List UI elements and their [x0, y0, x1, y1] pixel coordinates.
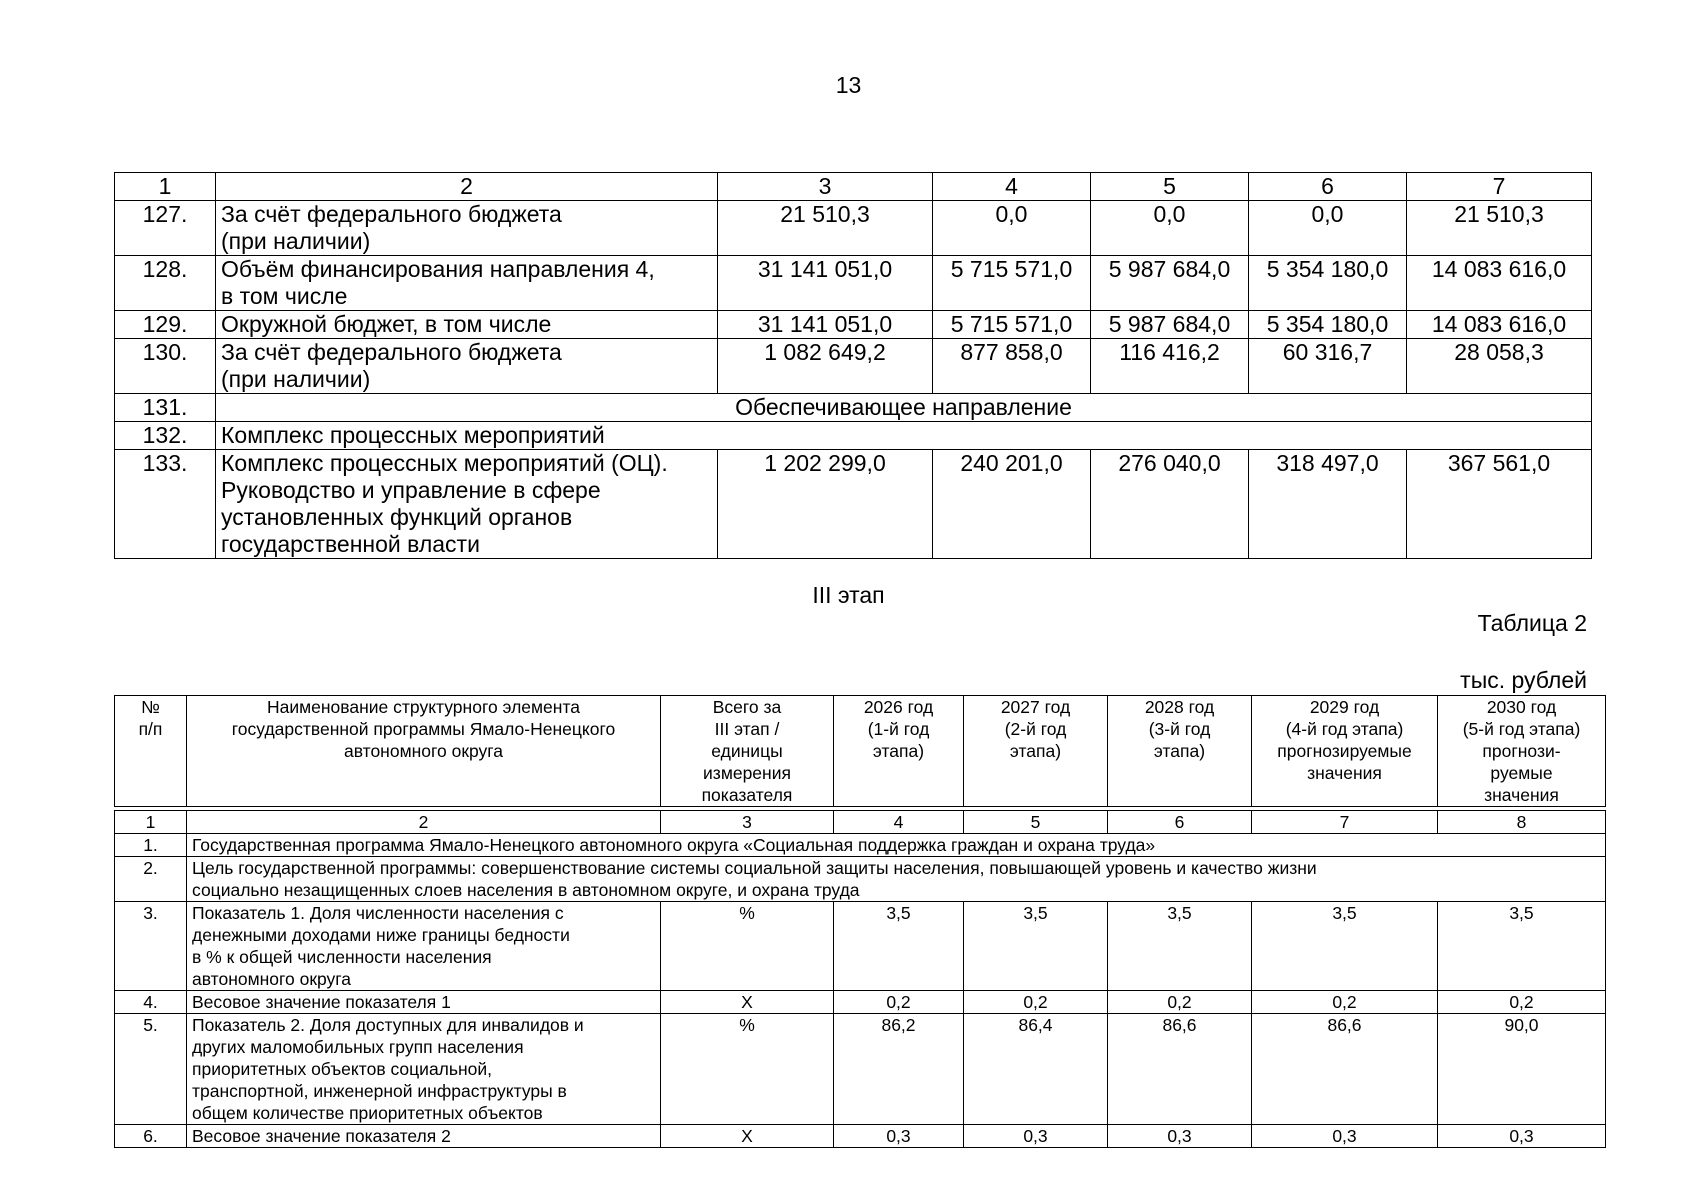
row-number: 1.: [115, 834, 187, 857]
table-row: [115, 857, 1606, 902]
value-cell: 86,6: [1108, 1014, 1252, 1125]
table-row: [115, 1125, 1606, 1148]
row-name: За счёт федерального бюджета (при наличии): [216, 201, 718, 256]
value-cell: 0,3: [964, 1125, 1108, 1148]
row-number: 132.: [115, 422, 216, 450]
row-number: 128.: [115, 256, 216, 311]
value-cell: 86,2: [834, 1014, 964, 1125]
value-cell: 0,2: [964, 991, 1108, 1014]
value-cell: 3,5: [834, 902, 964, 991]
value-cell: 3,5: [1252, 902, 1438, 991]
table-row: [115, 422, 1592, 450]
amount-cell: 60 316,7: [1249, 339, 1407, 394]
column-header: 2026 год (1-й год этапа): [834, 696, 964, 807]
row-name: Комплекс процессных мероприятий: [216, 422, 1592, 450]
table-row: [115, 834, 1606, 857]
amount-cell: 5 987 684,0: [1091, 311, 1249, 339]
amount-cell: 14 083 616,0: [1407, 256, 1592, 311]
value-cell: 0,3: [1438, 1125, 1606, 1148]
row-number: 131.: [115, 394, 216, 422]
row-number: 5.: [115, 1014, 187, 1125]
row-number: 2.: [115, 857, 187, 902]
program-title: Государственная программа Ямало-Ненецкого автономного округа «Социальная поддержка граждан и охрана труда»: [187, 834, 1606, 857]
row-number: 133.: [115, 450, 216, 559]
amount-cell: 31 141 051,0: [718, 311, 933, 339]
amount-cell: 276 040,0: [1091, 450, 1249, 559]
value-cell: 90,0: [1438, 1014, 1606, 1125]
column-number: 3: [718, 173, 933, 201]
amount-cell: 0,0: [1249, 201, 1407, 256]
section-title: Обеспечивающее направление: [216, 394, 1592, 422]
table-header-row: [115, 173, 1592, 201]
column-header: 2027 год (2-й год этапа): [964, 696, 1108, 807]
amount-cell: 318 497,0: [1249, 450, 1407, 559]
column-number: 2: [187, 811, 661, 834]
value-cell: 0,3: [1108, 1125, 1252, 1148]
column-number: 4: [933, 173, 1091, 201]
amount-cell: 116 416,2: [1091, 339, 1249, 394]
value-cell: 3,5: [1438, 902, 1606, 991]
table-row: [115, 256, 1592, 311]
value-cell: 0,2: [1438, 991, 1606, 1014]
value-cell: 0,2: [1252, 991, 1438, 1014]
amount-cell: 5 354 180,0: [1249, 311, 1407, 339]
indicators-table: [114, 695, 1606, 1148]
amount-cell: 1 202 299,0: [718, 450, 933, 559]
row-number: 6.: [115, 1125, 187, 1148]
table-label: Таблица 2: [1477, 610, 1587, 636]
amount-cell: 5 354 180,0: [1249, 256, 1407, 311]
stage-title: III этап: [812, 582, 885, 608]
table-row: [115, 1014, 1606, 1125]
table-header-row: [115, 696, 1606, 807]
column-header: 2028 год (3-й год этапа): [1108, 696, 1252, 807]
table-row: [115, 339, 1592, 394]
amount-cell: 0,0: [933, 201, 1091, 256]
amount-cell: 5 987 684,0: [1091, 256, 1249, 311]
column-header: Всего за III этап / единицы измерения показателя: [661, 696, 834, 807]
row-number: 3.: [115, 902, 187, 991]
amount-cell: 877 858,0: [933, 339, 1091, 394]
column-number: 5: [1091, 173, 1249, 201]
column-number: 6: [1108, 811, 1252, 834]
column-header: Наименование структурного элемента государственной программы Ямало-Ненецкого автономного округа: [187, 696, 661, 807]
financing-table: [114, 172, 1592, 559]
table-row: [115, 450, 1592, 559]
value-cell: 3,5: [1108, 902, 1252, 991]
column-number: 5: [964, 811, 1108, 834]
value-cell: 0,2: [1108, 991, 1252, 1014]
unit-cell: Х: [661, 991, 834, 1014]
indicator-name: Весовое значение показателя 2: [187, 1125, 661, 1148]
column-number: 2: [216, 173, 718, 201]
column-number: 6: [1249, 173, 1407, 201]
row-number: 127.: [115, 201, 216, 256]
column-number: 8: [1438, 811, 1606, 834]
table-row: [115, 394, 1592, 422]
amount-cell: 1 082 649,2: [718, 339, 933, 394]
value-cell: 0,3: [834, 1125, 964, 1148]
row-number: 4.: [115, 991, 187, 1014]
amount-cell: 5 715 571,0: [933, 311, 1091, 339]
table-row: [115, 311, 1592, 339]
amount-cell: 28 058,3: [1407, 339, 1592, 394]
row-name: Окружной бюджет, в том числе: [216, 311, 718, 339]
value-cell: 0,2: [834, 991, 964, 1014]
indicator-name: Показатель 1. Доля численности населения с денежными доходами ниже границы бедности в % к общей численности населения автономного округа: [187, 902, 661, 991]
units-label: тыс. рублей: [1460, 667, 1587, 693]
row-name: Объём финансирования направления 4, в том числе: [216, 256, 718, 311]
value-cell: 3,5: [964, 902, 1108, 991]
column-header: 2030 год (5-й год этапа) прогнози- руемые значения: [1438, 696, 1606, 807]
table-row: [115, 201, 1592, 256]
amount-cell: 21 510,3: [718, 201, 933, 256]
indicator-name: Весовое значение показателя 1: [187, 991, 661, 1014]
column-header: № п/п: [115, 696, 187, 807]
row-number: 130.: [115, 339, 216, 394]
column-number: 4: [834, 811, 964, 834]
unit-cell: %: [661, 1014, 834, 1125]
row-number: 129.: [115, 311, 216, 339]
amount-cell: 21 510,3: [1407, 201, 1592, 256]
amount-cell: 5 715 571,0: [933, 256, 1091, 311]
column-header: 2029 год (4-й год этапа) прогнозируемые значения: [1252, 696, 1438, 807]
amount-cell: 14 083 616,0: [1407, 311, 1592, 339]
column-number: 7: [1407, 173, 1592, 201]
value-cell: 86,4: [964, 1014, 1108, 1125]
amount-cell: 240 201,0: [933, 450, 1091, 559]
column-number: 7: [1252, 811, 1438, 834]
table-row: [115, 991, 1606, 1014]
value-cell: 86,6: [1252, 1014, 1438, 1125]
column-number: 3: [661, 811, 834, 834]
page-number: 13: [835, 72, 862, 98]
amount-cell: 31 141 051,0: [718, 256, 933, 311]
amount-cell: 367 561,0: [1407, 450, 1592, 559]
indicator-name: Показатель 2. Доля доступных для инвалидов и других маломобильных групп населения приоритетных объектов социальной, транспортной, инженерной инфраструктуры в общем количестве приоритетных объектов: [187, 1014, 661, 1125]
program-goal: Цель государственной программы: совершенствование системы социальной защиты населения, повышающей уровень и качество жизни социально незащищенных слоев населения в автономном округе, и охрана труда: [187, 857, 1606, 902]
column-numbers-row: [115, 811, 1606, 834]
amount-cell: 0,0: [1091, 201, 1249, 256]
unit-cell: Х: [661, 1125, 834, 1148]
table-row: [115, 902, 1606, 991]
column-number: 1: [115, 173, 216, 201]
row-name: За счёт федерального бюджета (при наличии): [216, 339, 718, 394]
value-cell: 0,3: [1252, 1125, 1438, 1148]
unit-cell: %: [661, 902, 834, 991]
column-number: 1: [115, 811, 187, 834]
row-name: Комплекс процессных мероприятий (ОЦ). Руководство и управление в сфере установленных функций органов государственной власти: [216, 450, 718, 559]
